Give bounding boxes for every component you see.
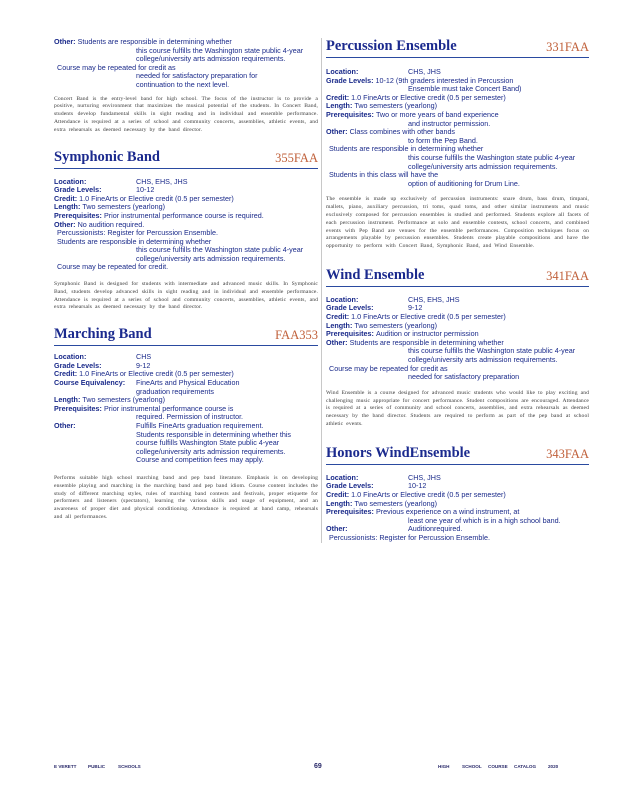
symphonic-meta xyxy=(54,178,318,273)
label: Credit: xyxy=(326,490,350,499)
value: CHS, EHS, JHS xyxy=(136,176,188,186)
value: 1.0 FineArts or Elective credit (0.5 per semester) xyxy=(351,490,506,499)
label: Length: xyxy=(326,320,353,330)
percussion-ensemble-description: The ensemble is made up exclusively of percussion instruments: snare drum, bass drum, timpani, mallets, piano, auxiliary percussion, tri toms, quad toms, and other similar instruments and music exclusively composed for percussion ensembles is studied and performed. Students explore all facets of each percussion instrument. Performance at solo and ensemble contests, school concerts, and combined events with Pep Band are venues for the ensemble performances. Composition techniques focus on arrangements playable by percussion ensembles. Students create playable compositions and have the opportunity to perform with Concert Band, Symphonic Band, and Wind Ensemble. xyxy=(326,196,589,250)
label: Grade Levels: xyxy=(54,185,102,195)
label: Grade Levels: xyxy=(326,75,374,85)
label: Credit: xyxy=(326,92,350,102)
label: Location: xyxy=(326,472,359,482)
section-header-symphonic-band xyxy=(54,149,318,169)
value: needed for satisfactory preparation xyxy=(408,372,520,382)
value: Auditionrequired. xyxy=(408,524,463,534)
value: Students are responsible in determining whether xyxy=(349,337,504,347)
label: Location: xyxy=(54,352,87,362)
section-title: Symphonic Band xyxy=(54,148,160,165)
footer-text: 2020 xyxy=(548,764,559,769)
value: Prior instrumental performance course is xyxy=(103,403,234,413)
value: to form the Pep Band. xyxy=(408,135,478,145)
intro-meta xyxy=(54,38,318,90)
percussion-meta xyxy=(326,68,589,188)
label: Location: xyxy=(54,176,87,186)
value: Previous experience on a wind instrument, at xyxy=(375,507,520,517)
marching-band-description: Performs suitable high school marching band and pep band literature. Emphasis is on developing ensemble playing and marching in the marching band and pep band idiom. Course content includes the study of different marching styles, rules of marching band contests and festivals, proper etiquette for performers and listeners (spectators), learning the various skills and usage of equipment, and an awareness of proper diet and physical conditioning. Attendance is required at band camp, rehearsals and all performances. xyxy=(54,474,318,520)
section-header-wind-ensemble xyxy=(326,267,589,287)
value: this course fulfills the Washington state public 4-year xyxy=(136,45,304,55)
value: Ensemble must take Concert Band) xyxy=(408,84,522,94)
wind-ensemble-description: Wind Ensemble is a course designed for advanced music students who would like to play exciting and challenging music appropriate for concert performance. Student compositions are encouraged. Attendance is required at a series of community and school concerts, assemblies, and extra rehearsals as deemed necessary by the band director. Students are required to perform as part of the pep band at school athletic events. xyxy=(326,389,589,428)
value: 10-12 xyxy=(408,481,427,491)
value: required. Permission of instructor. xyxy=(136,412,244,422)
value: No audition required. xyxy=(77,219,145,229)
wind-meta xyxy=(326,296,589,382)
footer-text: PUBLIC xyxy=(88,764,106,769)
value: Two semesters (yearlong) xyxy=(82,202,166,212)
value: Students are responsible in determining whether xyxy=(77,37,232,46)
label: Course Equivalency: xyxy=(54,378,126,388)
label: Grade Levels: xyxy=(326,303,374,313)
value: least one year of which is in a high school band. xyxy=(408,515,561,525)
course-code: 341FAA xyxy=(546,268,589,283)
footer-text: SCHOOL xyxy=(462,764,482,769)
label: Length: xyxy=(54,395,81,405)
value: Course may be repeated for credit as xyxy=(329,363,448,373)
label: Length: xyxy=(326,498,353,508)
label: Prerequisites: xyxy=(326,329,374,339)
value: Students responsible in determining whether this xyxy=(136,429,292,439)
label: Grade Levels: xyxy=(54,360,102,370)
value: 10-12 (9th graders interested in Percussion xyxy=(375,75,514,85)
value: 10-12 xyxy=(136,185,155,195)
section-header-marching-band xyxy=(54,326,318,346)
label: Credit: xyxy=(54,369,78,379)
label: Credit: xyxy=(54,193,78,203)
value: 1.0 FineArts or Elective credit (0.5 per semester) xyxy=(351,312,506,322)
footer-text: E VERETT xyxy=(54,764,77,769)
section-title: Honors WindEnsemble xyxy=(326,444,471,461)
value: CHS xyxy=(136,352,152,362)
value: graduation requirements xyxy=(136,386,214,396)
label: Grade Levels: xyxy=(326,481,374,491)
value: this course fulfills the Washington state public 4-year xyxy=(408,152,576,162)
honors-meta xyxy=(326,474,589,543)
value: Percussionists: Register for Percussion Ensemble. xyxy=(329,532,490,542)
footer-text: CATALOG xyxy=(514,764,537,769)
footer-text: HIGH xyxy=(438,764,450,769)
label: Prerequisites: xyxy=(54,403,102,413)
value: 1.0 FineArts or Elective credit (0.5 per semester) xyxy=(79,369,234,379)
value: FineArts and Physical Education xyxy=(136,378,240,388)
section-title: Marching Band xyxy=(54,326,152,343)
label: Prerequisites: xyxy=(326,507,374,517)
value: Students in this class will have the xyxy=(329,170,439,180)
course-code: 331FAA xyxy=(546,40,589,54)
label: Length: xyxy=(54,202,81,212)
value: Prior instrumental performance course is required. xyxy=(103,210,264,220)
page-number: 69 xyxy=(314,763,322,770)
section-header-honors-wind-ensemble xyxy=(326,445,589,465)
footer-text: SCHOOLS xyxy=(118,764,141,769)
value: CHS, EHS, JHS xyxy=(408,294,460,304)
value: option of auditioning for Drum Line. xyxy=(408,178,520,188)
value: CHS, JHS xyxy=(408,472,441,482)
label: Other: xyxy=(54,219,76,229)
value: CHS, JHS xyxy=(408,67,441,76)
concert-band-description: Concert Band is the entry-level band for high school. The focus of the instructor is to provide a positive, nurturing environment that maximizes the musical potential of the students. In Concert Band, students develop fundamental skills in sight reading and in individual and ensemble performance. Attendance is required at a series of school and community concerts, assemblies, athletic events, and extra rehearsals as deemed necessary by the band director. xyxy=(54,95,318,133)
value: continuation to the next level. xyxy=(136,79,230,89)
label: Other: xyxy=(54,421,76,431)
value: Two or more years of band experience xyxy=(375,109,499,119)
course-code: 355FAA xyxy=(275,150,318,165)
course-code: 343FAA xyxy=(546,446,589,461)
value: Course and competition fees may apply. xyxy=(136,455,264,465)
section-title: Wind Ensemble xyxy=(326,266,425,283)
label: Length: xyxy=(326,101,353,111)
value: 1.0 FineArts or Elective credit (0.5 per semester) xyxy=(79,193,234,203)
label: Other: xyxy=(326,127,348,137)
value: 1.0 FineArts or Elective credit (0.5 per semester) xyxy=(351,92,506,102)
value: 9-12 xyxy=(136,360,151,370)
value: and instructor permission. xyxy=(408,118,491,128)
value: college/university arts admission requirements. xyxy=(408,355,558,365)
label: Location: xyxy=(326,67,359,76)
value: Class combines with other bands xyxy=(349,127,456,137)
label: Other: xyxy=(54,37,76,46)
value: Percussionists: Register for Percussion Ensemble. xyxy=(57,228,218,238)
value: needed for satisfactory preparation for xyxy=(136,71,258,81)
value: 9-12 xyxy=(408,303,423,313)
page-footer xyxy=(54,764,588,774)
label: Other: xyxy=(326,524,348,534)
label: Prerequisites: xyxy=(326,109,374,119)
value: college/university arts admission requirements. xyxy=(136,54,286,64)
value: Two semesters (yearlong) xyxy=(354,320,438,330)
value: Students are responsible in determining whether xyxy=(329,144,484,154)
symphonic-band-description: Symphonic Band is designed for students with intermediate and advanced music skills. In Symphonic Band, students develop advanced skills in sight reading and in individual and ensemble performance. Attendance is required at a series of school and community concerts, assemblies, athletic events, and extra rehearsals as deemed necessary by the band director. xyxy=(54,281,318,311)
footer-text: COURSE xyxy=(488,764,508,769)
label: Location: xyxy=(326,294,359,304)
value: college/university arts admission requirements. xyxy=(136,253,286,263)
label: Prerequisites: xyxy=(54,210,102,220)
value: Course may be repeated for credit as xyxy=(57,62,176,72)
value: Fulfills FineArts graduation requirement. xyxy=(136,421,264,431)
value: this course fulfills the Washington state public 4-year xyxy=(408,346,576,356)
label: Other: xyxy=(326,337,348,347)
marching-meta xyxy=(54,353,318,465)
value: Two semesters (yearlong) xyxy=(354,101,438,111)
right-column xyxy=(326,0,589,543)
value: Students are responsible in determining whether xyxy=(57,236,212,246)
value: Audition or instructor permission xyxy=(375,329,479,339)
value: this course fulfills the Washington state public 4-year xyxy=(136,245,304,255)
course-code: FAA353 xyxy=(275,328,318,343)
left-column xyxy=(54,0,318,522)
column-divider xyxy=(321,38,322,543)
value: Two semesters (yearlong) xyxy=(82,395,166,405)
section-header-percussion-ensemble xyxy=(326,38,589,58)
value: college/university arts admission requirements. xyxy=(408,161,558,171)
value: Two semesters (yearlong) xyxy=(354,498,438,508)
value: college/university arts admission requirements. xyxy=(136,446,286,456)
value: Course may be repeated for credit. xyxy=(57,262,169,272)
value: course fulfills Washington State public 4-year xyxy=(136,438,280,448)
section-title: Percussion Ensemble xyxy=(326,38,457,54)
label: Credit: xyxy=(326,312,350,322)
